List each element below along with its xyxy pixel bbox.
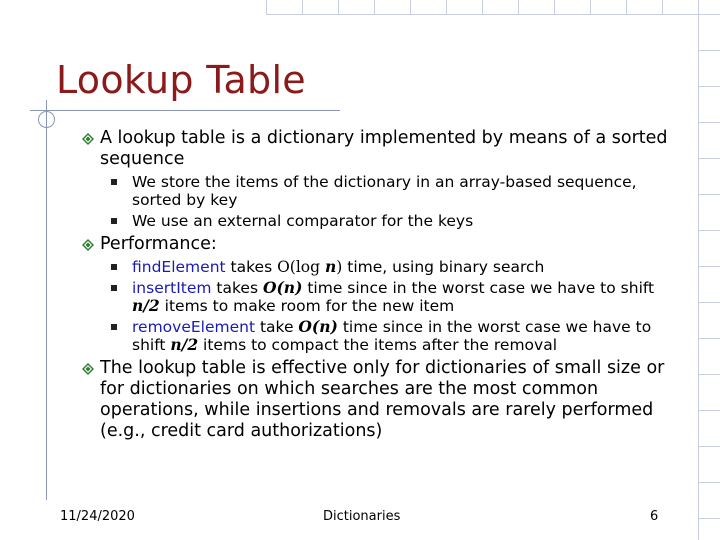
footer-title: Dictionaries bbox=[323, 509, 401, 524]
method-name: findElement bbox=[132, 258, 226, 276]
sub-bullet-text: items to compact the items after the removal bbox=[198, 336, 558, 354]
method-name: insertItem bbox=[132, 279, 212, 297]
bullet-text: The lookup table is effective only for dictionaries of small size or for dictionaries on which searches are the most common operations, while insertions and removals are rarely performed (e.g., credit card authorizations) bbox=[100, 358, 665, 441]
diamond-icon bbox=[82, 133, 94, 145]
complexity-part: O(log bbox=[277, 258, 325, 276]
square-bullet-icon bbox=[111, 285, 117, 291]
sub-bullet-text: time, using binary search bbox=[342, 258, 545, 276]
sub-bullet-list bbox=[82, 258, 682, 354]
bullet-performance bbox=[82, 234, 682, 255]
diamond-icon bbox=[82, 363, 94, 375]
complexity-part: O( bbox=[298, 317, 320, 336]
sub-bullet-text: takes bbox=[225, 258, 278, 276]
sub-bullet-text: We store the items of the dictionary in an array-based sequence, sorted by key bbox=[132, 173, 637, 209]
diamond-icon bbox=[82, 239, 94, 251]
sub-bullet-text: take bbox=[255, 318, 299, 336]
complexity-var: n bbox=[283, 278, 296, 297]
sub-bullet-find-element bbox=[82, 258, 682, 276]
sub-bullet-text: time since in the worst case we have to shift bbox=[302, 279, 655, 297]
sub-bullet-list bbox=[82, 173, 682, 230]
bullet-lookup-definition bbox=[82, 128, 682, 170]
sub-bullet bbox=[82, 212, 682, 230]
math-n-half: n/2 bbox=[132, 296, 160, 315]
sub-bullet bbox=[82, 173, 682, 209]
complexity-var: n bbox=[319, 317, 331, 336]
complexity-part: ) bbox=[330, 317, 338, 336]
sub-bullet-text: We use an external comparator for the keys bbox=[132, 212, 474, 230]
footer-date: 11/24/2020 bbox=[60, 509, 135, 524]
bullet-effectiveness bbox=[82, 358, 682, 442]
method-name: removeElement bbox=[132, 318, 256, 336]
square-bullet-icon bbox=[111, 218, 117, 224]
complexity-var: n bbox=[324, 257, 337, 276]
sub-bullet-text: time since in the worst case we have to shift bbox=[132, 318, 652, 354]
square-bullet-icon bbox=[111, 324, 117, 330]
sub-bullet-text: items to make room for the new item bbox=[159, 297, 455, 315]
square-bullet-icon bbox=[111, 179, 117, 185]
square-bullet-icon bbox=[111, 264, 117, 270]
bullet-text: Performance: bbox=[100, 234, 217, 254]
math-n-half: n/2 bbox=[170, 335, 199, 354]
sub-bullet-text: takes bbox=[211, 279, 263, 297]
slide-number: 6 bbox=[650, 509, 659, 524]
sub-bullet-insert-item bbox=[82, 279, 682, 315]
bullet-text: A lookup table is a dictionary implemented by means of a sorted sequence bbox=[100, 128, 668, 169]
complexity-part: O( bbox=[262, 278, 284, 297]
complexity-part: ) bbox=[336, 258, 343, 276]
complexity-part: ) bbox=[295, 278, 303, 297]
slide-content bbox=[82, 128, 682, 444]
sub-bullet-remove-element bbox=[82, 318, 682, 354]
slide-title: Lookup Table bbox=[56, 58, 306, 102]
